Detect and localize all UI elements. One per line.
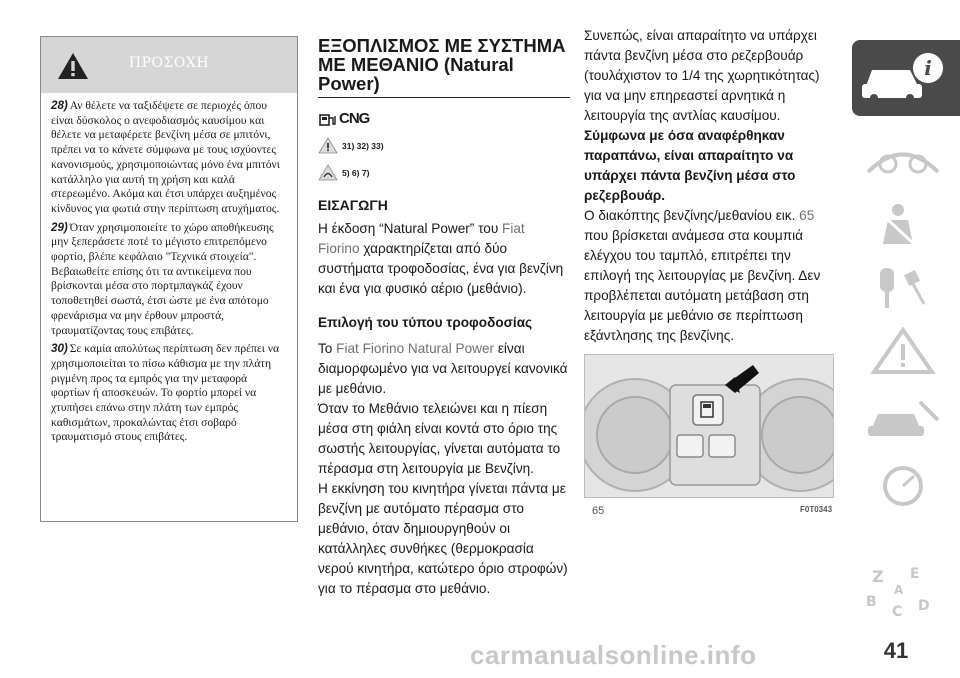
note-row: [318, 137, 570, 154]
note-row: [318, 164, 570, 181]
seatbelt-icon[interactable]: [858, 198, 948, 248]
dashboard-figure: [584, 354, 834, 498]
gauge-icon[interactable]: [858, 458, 948, 508]
car-info-icon: [852, 40, 960, 116]
caution-refs: 5) 6) 7): [342, 167, 370, 178]
fuel-pump-icon: [318, 112, 338, 126]
right-column: [584, 26, 834, 346]
svg-text:E: E: [910, 566, 920, 582]
caution-triangle-icon: [318, 164, 338, 181]
key-icon[interactable]: [858, 262, 948, 312]
subheading: Επιλογή του τύπου τροφοδοσίας: [318, 315, 533, 330]
watermark: carmanualsonline.info: [470, 640, 757, 670]
warning-column: [40, 36, 298, 522]
svg-text:D: D: [918, 598, 930, 614]
svg-text:B: B: [866, 594, 877, 610]
dashboard-switch-illustration: [585, 355, 834, 498]
intro-heading: ΕΙΣΑΓΩΓΗ: [318, 197, 388, 213]
page-number: 41: [883, 638, 909, 663]
paragraph: Όταν το Μεθάνιο τελειώνει και η πίεση μέσα στη φιάλη είναι κοντά στο όριο της σωστής λειτουργίας, γίνεται αυτόματα το πέρασμα στη λειτουργία με Βενζίνη.: [318, 401, 561, 476]
section-title: ΕΞΟΠΛΙΣΜΟΣ ΜΕ ΣΥΣΤΗΜΑ ΜΕ ΜΕΘΑΝΙΟ (Natural Power): [318, 35, 566, 94]
warning-body: [41, 93, 297, 445]
paragraph: Συνεπώς, είναι απαραίτητο να υπάρχει πάντα βενζίνη μέσα στο ρεζερβουάρ (τουλάχιστον το 1/4 της χωρητικότητας) για να μην επηρεαστεί αρνητικά η λειτουργία της αντλίας καυσίμου.: [584, 28, 820, 123]
warning-item: 28) Αν θέλετε να ταξιδέψετε σε περιοχές όπου είναι δύσκολος ο ανεφοδιασμός καυσίμου και θέλετε να μεταφέρετε βενζίνη μέσα σε μπιτόνι, πρέπει να το κάνετε σύμφωνα με τους ισχύοντες κανονισμούς, χρησιμοποιώντας μόνο ένα μπιτόνι κατάλληλο για αυτή τη χρήση και καλά στερεωμένο. Ακόμα και έτσι υπάρχει αυξημένος κίνδυνος για φωτιά στην περίπτωση ατυχήματος.: [51, 99, 280, 215]
svg-text:A: A: [894, 583, 904, 597]
fuel-row: [318, 110, 570, 127]
figure-number: 65: [592, 505, 605, 517]
alphabet-index-icon[interactable]: [858, 560, 948, 620]
fuel-label: CNG: [339, 110, 370, 127]
warning-refs: 31) 32) 33): [342, 140, 384, 151]
bold-paragraph: Σύμφωνα με όσα αναφέρθηκαν παραπάνω, είναι απαραίτητο να υπάρχει πάντα βενζίνη μέσα στο ρεζερβουάρ.: [584, 128, 796, 203]
title-divider: [318, 97, 570, 98]
warning-header: [41, 37, 297, 93]
warning-item: 30) Σε καμία απολύτως περίπτωση δεν πρέπει να χρησιμοποιείται το πίσω κάθισμα με την πλάτη ριγμένη προς τα εμπρός για την μεταφορά φορτίων ή αποσκευών. Το φορτίο μπορεί να χτυπήσει επάνω στην πλάτη των εμπρός καθισμάτων, προκαλώντας έτσι σοβαρό τραυματισμό στους επιβάτες.: [51, 342, 280, 444]
main-column: [318, 36, 570, 599]
warning-box: [40, 36, 298, 522]
intro-paragraph: Η έκδοση “Natural Power” του Fiat Fiorino χαρακτηρίζεται από δύο συστήματα τροφοδοσίας, ένα για βενζίνη και ένα για φυσικό αέριο (μεθάνιο).: [318, 221, 564, 296]
paragraph: Το Fiat Fiorino Natural Power είναι διαμορφωμένο για να λειτουργεί κανονικά με μεθάνιο.: [318, 341, 568, 396]
svg-text:i: i: [924, 56, 932, 80]
warning-triangle-icon: [318, 137, 338, 154]
sidebar-tab-active[interactable]: [852, 40, 960, 116]
paragraph: Η εκκίνηση του κινητήρα γίνεται πάντα με βενζίνη με αυτόματο πέρασμα στο μεθάνιο, όταν δημιουργηθούν οι κατάλληλες συνθήκες (θερμοκρασία νερού κινητήρα, κατώτερο όριο στροφών) για το πέρασμα στο μεθάνιο.: [318, 481, 568, 596]
warning-triangle-icon[interactable]: [858, 326, 948, 376]
wrench-car-icon[interactable]: [858, 392, 948, 442]
warning-title: ΠΡΟΣΟΧΗ: [128, 55, 210, 71]
paragraph: Ο διακόπτης βενζίνης/μεθανίου εικ. 65 που βρίσκεται ανάμεσα στα κουμπιά ελέγχου του ταμπλό, επιτρέπει την επιλογή της λειτουργίας με βενζίνη. Δεν προβλέπεται αυτόματη μετάβαση στη λειτουργία με μεθάνιο σε περίπτωση εξάντλησης της βενζίνης.: [584, 208, 821, 343]
warning-item: 29) Όταν χρησιμοποιείτε το χώρο αποθήκευσης μην ξεπεράσετε ποτέ το μέγιστο επιτρεπόμενο φορτίο, βλέπε κεφάλαιο "Τεχνικά στοιχεία". Βεβαιωθείτε επίσης ότι τα αντικείμενα που βρίσκονται μέσα στο πορτμπαγκάζ έχουν τοποθετηθεί σωστά, έτσι ώστε με ένα απότομο φρενάρισμα να μην έρθουν μπροστά, τραυματίζοντας τους επιβάτες.: [51, 220, 274, 337]
svg-text:C: C: [892, 604, 903, 620]
dashboard-icon[interactable]: [858, 132, 948, 182]
svg-text:Z: Z: [872, 567, 884, 586]
figure-code: F0T0343: [800, 505, 833, 514]
